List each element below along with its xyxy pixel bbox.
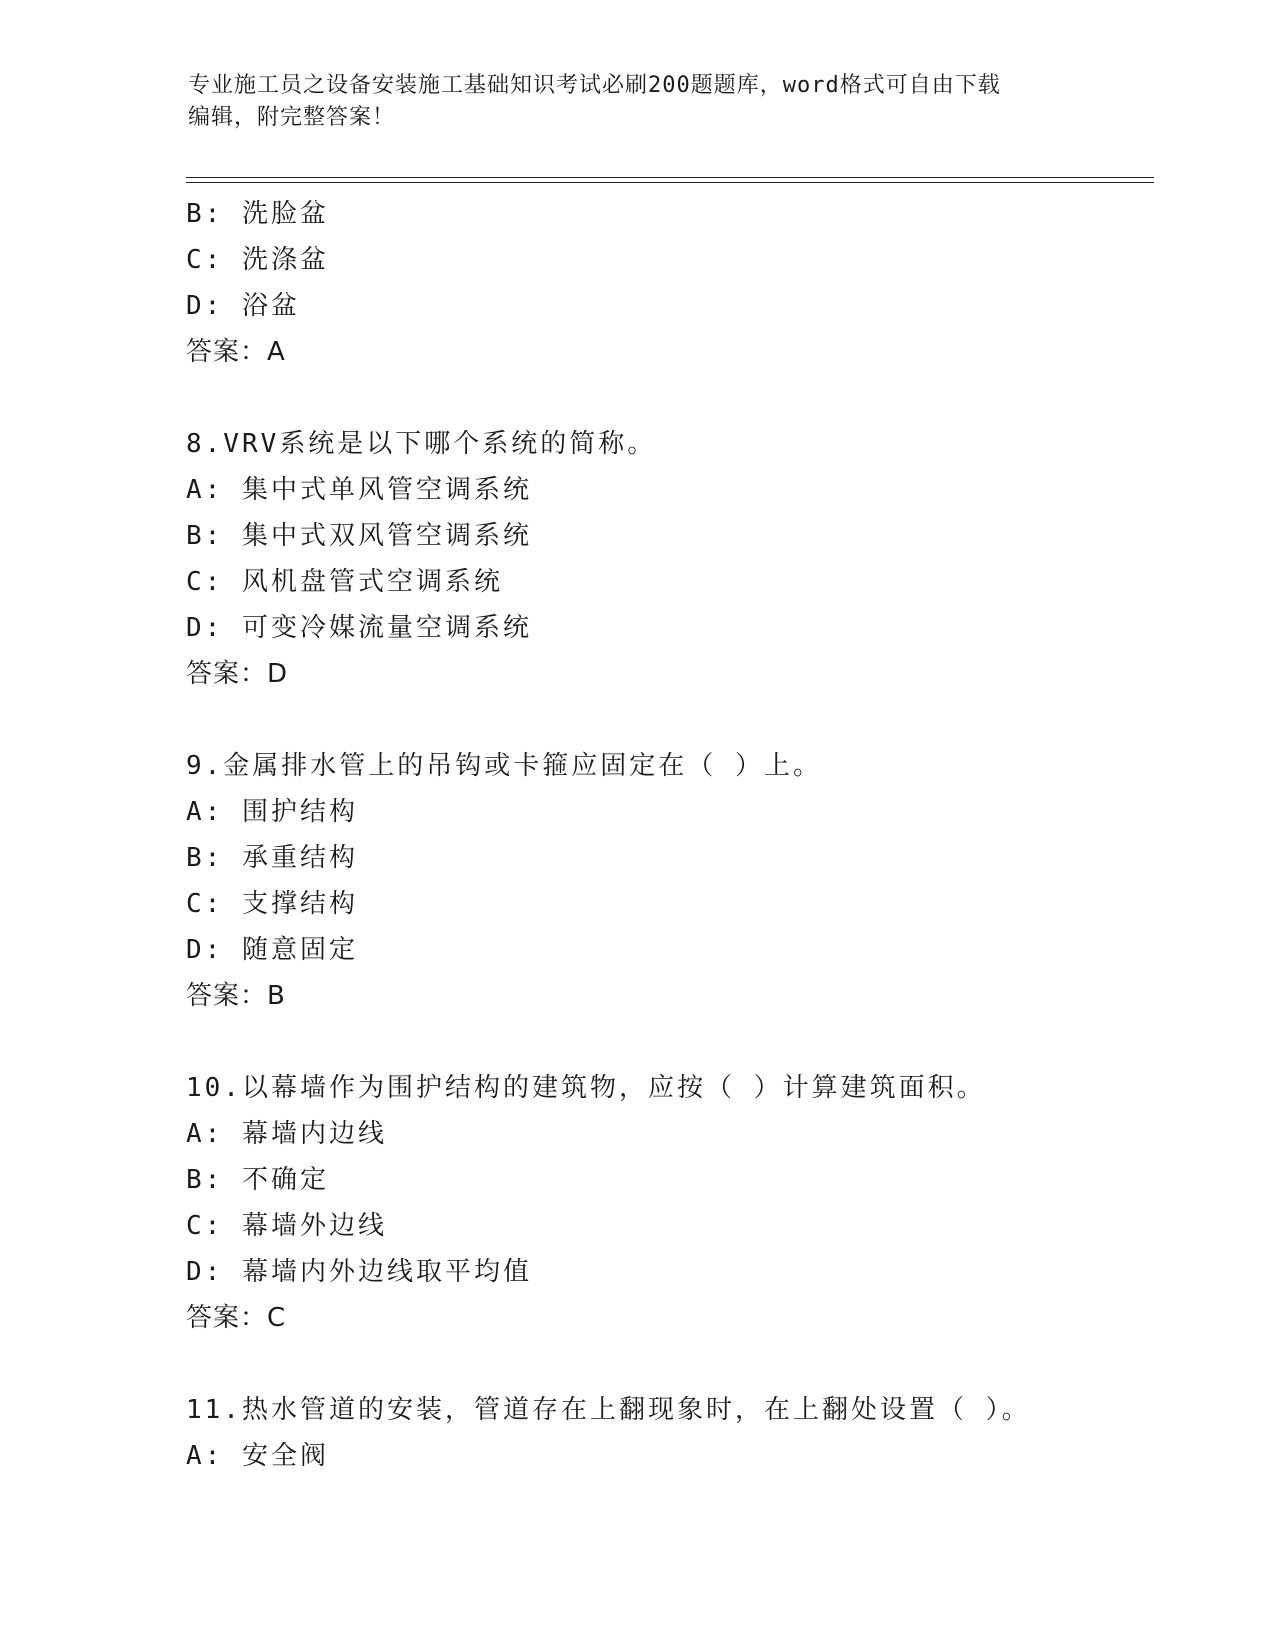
header-rule-bottom [186,182,1154,183]
option-b: B: 承重结构 [186,843,358,873]
answer: 答案：C [186,1303,287,1333]
option-b: B: 洗脸盆 [186,199,329,229]
option-c: C: 支撑结构 [186,889,358,919]
spacer [186,375,1146,421]
option-d: D: 浴盆 [186,291,300,321]
option-d: D: 幕墙内外边线取平均值 [186,1257,532,1287]
answer: 答案：B [186,981,286,1011]
option-c: C: 风机盘管式空调系统 [186,567,503,597]
question-8 [186,421,1146,697]
option-c: C: 幕墙外边线 [186,1211,387,1241]
answer: 答案：D [186,659,289,689]
document-body [186,191,1146,1479]
answer: 答案：A [186,337,286,367]
option-a: A: 安全阀 [186,1441,329,1471]
option-a: A: 围护结构 [186,797,358,827]
question-9 [186,743,1146,1019]
spacer [186,697,1146,743]
question-stem: 10.以幕墙作为围护结构的建筑物，应按（ ）计算建筑面积。 [186,1073,986,1103]
option-a: A: 幕墙内边线 [186,1119,387,1149]
question-11 [186,1387,1146,1479]
spacer [186,1341,1146,1387]
header-line-2: 编辑，附完整答案！ [188,105,396,130]
option-c: C: 洗涤盆 [186,245,329,275]
header-line-1: 专业施工员之设备安装施工基础知识考试必刷200题题库，word格式可自由下载 [188,73,1001,98]
option-b: B: 不确定 [186,1165,329,1195]
option-b: B: 集中式双风管空调系统 [186,521,532,551]
question-stem: 8.VRV系统是以下哪个系统的简称。 [186,429,657,459]
spacer [186,1019,1146,1065]
question-7-partial [186,191,1146,375]
option-a: A: 集中式单风管空调系统 [186,475,532,505]
document-header [188,70,1068,134]
option-d: D: 随意固定 [186,935,358,965]
question-stem: 11.热水管道的安装，管道存在上翻现象时，在上翻处设置（ ）。 [186,1395,1031,1425]
question-10 [186,1065,1146,1341]
question-stem: 9.金属排水管上的吊钩或卡箍应固定在（ ）上。 [186,751,822,781]
header-rule-top [186,177,1154,178]
option-d: D: 可变冷媒流量空调系统 [186,613,532,643]
